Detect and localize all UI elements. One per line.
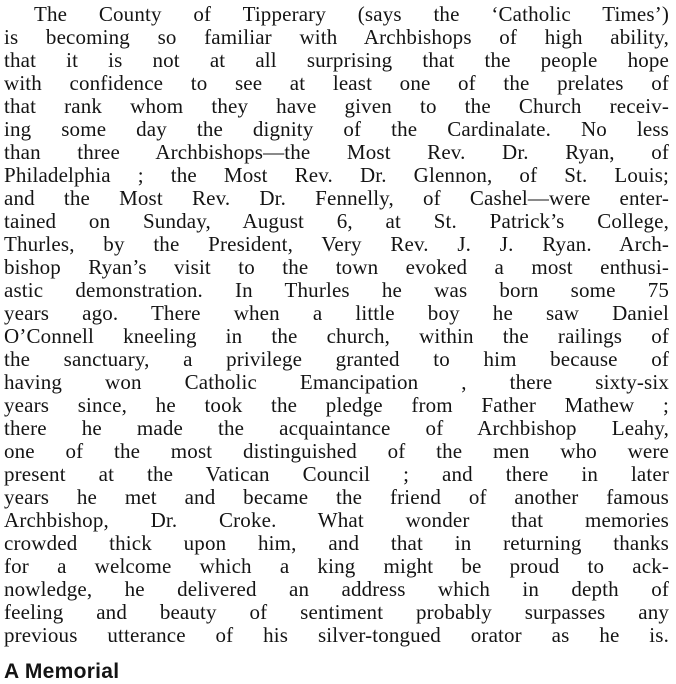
article-line: previous utterance of his silver-tongued orator as he is. [4, 623, 669, 647]
article-line: than three Archbishops—the Most Rev. Dr. Ryan, of [4, 140, 669, 164]
article-line: The County of Tipperary (says the ‘Catholic Times’) [34, 2, 669, 26]
article-line: years he met and became the friend of another famous [4, 485, 669, 509]
article-line: the sanctuary, a privilege granted to him because of [4, 347, 669, 371]
article-line: O’Connell kneeling in the church, within the railings of [4, 324, 669, 348]
article-line: having won Catholic Emancipation , there sixty-six [4, 370, 669, 394]
article-line: Archbishop, Dr. Croke. What wonder that memories [4, 508, 669, 532]
article-line: and the Most Rev. Dr. Fennelly, of Cashel—were enter- [4, 186, 669, 210]
article-line: feeling and beauty of sentiment probably surpasses any [4, 600, 669, 624]
article-line: bishop Ryan’s visit to the town evoked a most enthusi- [4, 255, 669, 279]
article-line: with confidence to see at least one of the prelates of [4, 71, 669, 95]
article-line: there he made the acquaintance of Archbishop Leahy, [4, 416, 669, 440]
article-line: present at the Vatican Council ; and there in later [4, 462, 669, 486]
article-line: ing some day the dignity of the Cardinalate. No less [4, 117, 669, 141]
article-line: years since, he took the pledge from Father Mathew ; [4, 393, 669, 417]
article-line: that it is not at all surprising that the people hope [4, 48, 669, 72]
section-heading: A Memorial [4, 660, 120, 683]
article-line: years ago. There when a little boy he saw Daniel [4, 301, 669, 325]
article-line: astic demonstration. In Thurles he was born some 75 [4, 278, 669, 302]
article-line: one of the most distinguished of the men who were [4, 439, 669, 463]
article-line: tained on Sunday, August 6, at St. Patrick’s College, [4, 209, 669, 233]
article-line: Philadelphia ; the Most Rev. Dr. Glennon, of St. Louis; [4, 163, 669, 187]
article-line: crowded thick upon him, and that in returning thanks [4, 531, 669, 555]
article-line: for a welcome which a king might be proud to ack- [4, 554, 669, 578]
article-line: Thurles, by the President, Very Rev. J. J. Ryan. Arch- [4, 232, 669, 256]
article-line: is becoming so familiar with Archbishops of high ability, [4, 25, 669, 49]
article-line: that rank whom they have given to the Church receiv- [4, 94, 669, 118]
article-line: nowledge, he delivered an address which in depth of [4, 577, 669, 601]
